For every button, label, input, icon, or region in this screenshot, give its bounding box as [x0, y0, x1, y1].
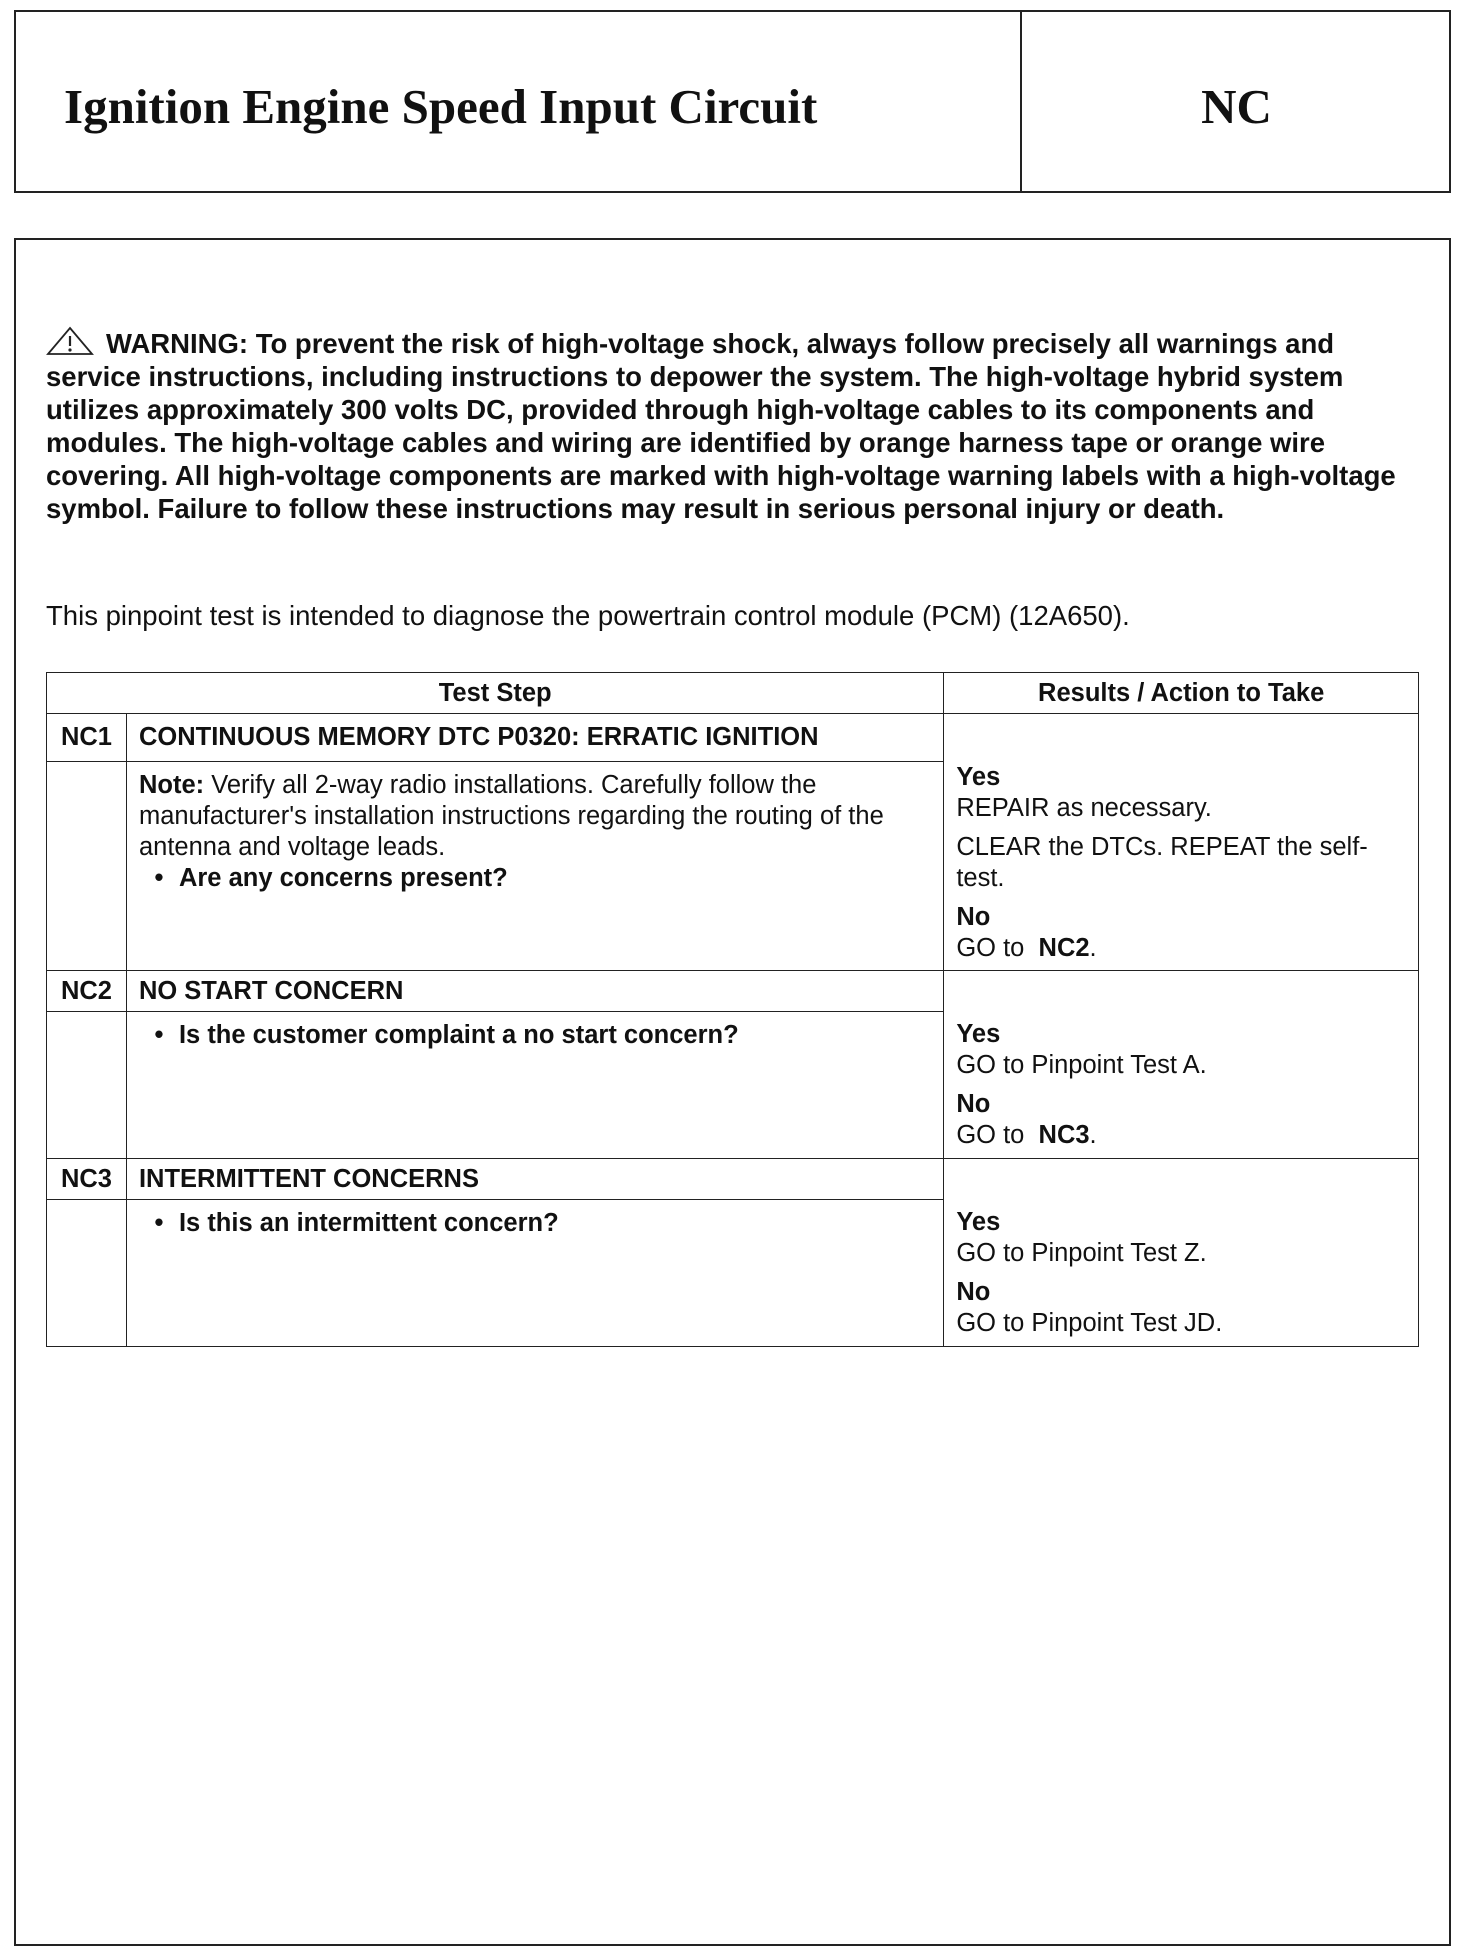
- table-row: [47, 1159, 1419, 1200]
- empty-id-cell: [47, 1200, 127, 1347]
- step-id: NC1: [47, 714, 127, 762]
- results-header: Results / Action to Take: [944, 673, 1419, 714]
- yes-label: Yes: [956, 1208, 1001, 1236]
- step-results: [944, 971, 1419, 1159]
- page-title: Ignition Engine Speed Input Circuit: [64, 79, 818, 134]
- step-body: [126, 1012, 943, 1159]
- step-title: CONTINUOUS MEMORY DTC P0320: ERRATIC IGNITION: [126, 714, 943, 762]
- table-header-row: [47, 673, 1419, 714]
- no-action: GO to NC3.: [956, 1121, 1097, 1149]
- warning-text: WARNING: To prevent the risk of high-voltage shock, always follow precisely all warnings and service instructions, including instructions to depower the system. The high-voltage hybrid system utilizes approximately 300 volts DC, provided through high-voltage cables to its components and modules. The high-voltage cables and wiring are identified by orange harness tape or orange wire covering. All high-voltage components are marked with high-voltage warning labels with a high-voltage symbol. Failure to follow these instructions may result in serious personal injury or death.: [46, 328, 1396, 524]
- yes-action: GO to Pinpoint Test A.: [956, 1051, 1207, 1079]
- table-row: [47, 971, 1419, 1012]
- step-title: NO START CONCERN: [126, 971, 943, 1012]
- no-action: GO to Pinpoint Test JD.: [956, 1309, 1223, 1337]
- step-reference-link[interactable]: NC2: [1038, 934, 1090, 962]
- note-text: Verify all 2-way radio installations. Carefully follow the manufacturer's installation instructions regarding the routing of the antenna and voltage leads.: [138, 770, 884, 861]
- content-box: [14, 238, 1451, 1946]
- yes-action: REPAIR as necessary.: [956, 794, 1212, 822]
- step-body: [126, 761, 943, 970]
- intro-text: This pinpoint test is intended to diagnose the powertrain control module (PCM) (12A650).: [46, 600, 1130, 631]
- step-question: • Is this an intermittent concern?: [154, 1209, 559, 1237]
- yes-action: CLEAR the DTCs. REPEAT the self-test.: [956, 833, 1368, 892]
- step-id: NC2: [47, 971, 127, 1012]
- step-id: NC3: [47, 1159, 127, 1200]
- section-code: NC: [1201, 79, 1272, 134]
- no-label: No: [956, 903, 991, 931]
- pinpoint-test-table: [46, 672, 1419, 1347]
- step-question: • Is the customer complaint a no start concern?: [154, 1021, 739, 1049]
- empty-id-cell: [47, 1012, 127, 1159]
- step-question: • Are any concerns present?: [154, 863, 508, 892]
- warning-triangle-icon: [46, 326, 94, 356]
- yes-label: Yes: [956, 763, 1001, 791]
- step-title: INTERMITTENT CONCERNS: [126, 1159, 943, 1200]
- step-results: [944, 714, 1419, 971]
- note-label: Note:: [138, 770, 205, 799]
- empty-id-cell: [47, 761, 127, 970]
- yes-action: GO to Pinpoint Test Z.: [956, 1239, 1207, 1267]
- warning-block: [46, 326, 1432, 525]
- step-reference-link[interactable]: NC3: [1038, 1121, 1090, 1149]
- table-row: [47, 714, 1419, 762]
- no-action: GO to NC2.: [956, 934, 1097, 962]
- step-body: [126, 1200, 943, 1347]
- yes-label: Yes: [956, 1020, 1001, 1048]
- test-step-header: Test Step: [47, 673, 944, 714]
- no-label: No: [956, 1090, 991, 1118]
- step-results: [944, 1159, 1419, 1347]
- header-box: [14, 10, 1451, 193]
- no-label: No: [956, 1278, 991, 1306]
